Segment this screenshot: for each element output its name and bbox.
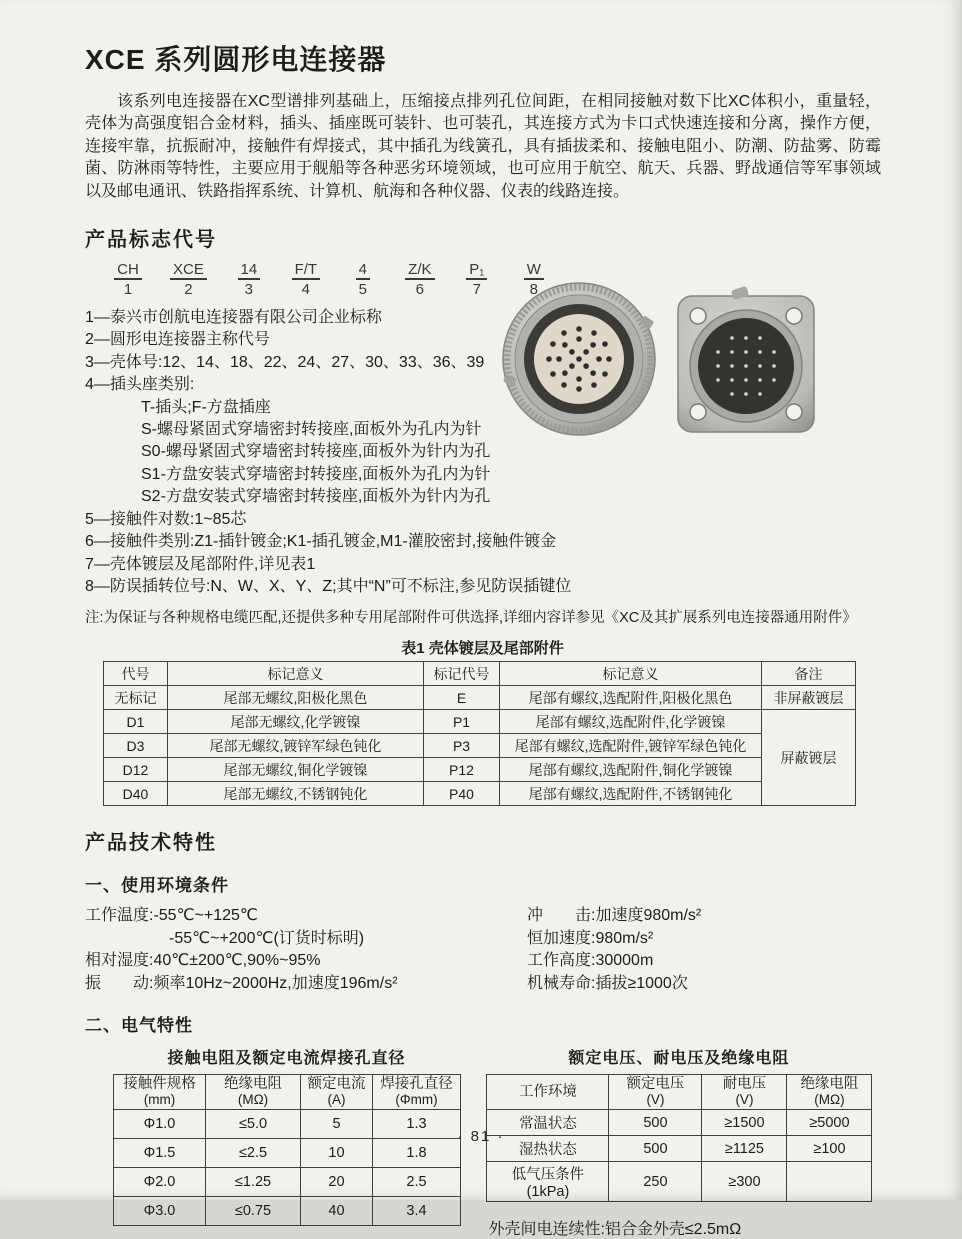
table-cell — [787, 1162, 872, 1202]
table-cell: 500 — [609, 1110, 702, 1136]
code-position: 6 — [415, 281, 425, 299]
section-heading-tech: 产品技术特性 — [85, 832, 217, 855]
table-cell: 250 — [609, 1162, 702, 1202]
table-cell: 1.3 — [373, 1110, 461, 1139]
page-number: · 81 · — [457, 1128, 505, 1145]
list-item: 5—接触件对数:1~85芯 — [85, 510, 247, 528]
table-cell: Φ2.0 — [114, 1168, 206, 1197]
footnote: 注:为保证与各种规格电缆匹配,还提供多种专用尾部附件可供选择,详细内容详参见《XC及其扩展系列电连接器通用附件》 — [85, 610, 857, 627]
list-item: 8—防误插转位号:N、W、X、Y、Z;其中“N”可不标注,参见防误插键位 — [85, 577, 572, 595]
table-cell: 尾部无螺纹,不锈钢钝化 — [168, 782, 424, 806]
table-header-cell: 耐电压 (V) — [702, 1075, 787, 1110]
table-cell: 非屏蔽镀层 — [762, 686, 856, 710]
table-cell: D1 — [104, 710, 168, 734]
table-cell: E — [424, 686, 500, 710]
table-cell: 20 — [301, 1168, 373, 1197]
table-cell: 1.8 — [373, 1139, 461, 1168]
list-item: 7—壳体镀层及尾部附件,详见表1 — [85, 555, 316, 573]
table-cell: ≥1125 — [702, 1136, 787, 1162]
table-cell: 尾部无螺纹,阳极化黑色 — [168, 686, 424, 710]
table-row — [114, 1197, 461, 1226]
table-cell: P3 — [424, 734, 500, 758]
list-item: 1—泰兴市创航电连接器有限公司企业标称 — [85, 309, 382, 327]
code-position: 8 — [529, 281, 539, 299]
product-photos — [494, 270, 886, 446]
table-cell: ≥1500 — [702, 1110, 787, 1136]
table-cell: Φ1.0 — [114, 1110, 206, 1139]
table-cell: 尾部有螺纹,选配附件,铜化学镀镍 — [500, 758, 762, 782]
spec-line: 相对湿度:40℃±200℃,90%~95% — [85, 952, 321, 970]
list-item: 4—插头座类别: — [85, 376, 195, 394]
table-cell: D40 — [104, 782, 168, 806]
table-cell: ≤1.25 — [206, 1168, 301, 1197]
code-position: 5 — [358, 281, 368, 299]
spec-line: 振 动:频率10Hz~2000Hz,加速度196m/s² — [85, 974, 398, 992]
circular-plug-photo — [500, 278, 658, 440]
code-top: 14 — [238, 262, 261, 280]
spec-line: 恒加速度:980m/s² — [527, 929, 654, 947]
table-header-cell: 接触件规格 (mm) — [114, 1075, 206, 1110]
shell-continuity-note: 外壳间电连续性:铝合金外壳≤2.5mΩ — [488, 1221, 742, 1239]
env-right-column — [527, 905, 877, 995]
table-cell: 尾部有螺纹,选配附件,不锈钢钝化 — [500, 782, 762, 806]
table-header-row — [114, 1075, 461, 1110]
table-row — [104, 734, 856, 758]
table-cell: 尾部无螺纹,铜化学镀镍 — [168, 758, 424, 782]
intro-paragraph: 该系列电连接器在XC型谱排列基础上，压缩接点排列孔位间距，在相同接触对数下比XC体积小，重量轻，壳体为高强度铝合金材料，插头、插座既可装针、也可装孔，其连接方式为卡口式快速连接和分离，操作方便，连接牢靠，抗振耐冲，接触件有焊接式，其中插孔为线簧孔，具有插拔柔和、接触电阻小、防潮、防盐雾、防霉菌、防淋雨等特性，主要应用于舰船等各种恶劣环境领域，也可应用于航空、航天、兵器、野战通信等军事领域以及邮电通讯、铁路指挥系统、计算机、航海和各种仪器、仪表的线路连接。 — [85, 93, 881, 200]
table-header-cell: 标记意义 — [168, 662, 424, 686]
table-header-row — [104, 662, 856, 686]
spec-line: 冲 击:加速度980m/s² — [527, 907, 702, 925]
code-fraction — [234, 262, 264, 297]
table-cell: P1 — [424, 710, 500, 734]
table-row — [104, 758, 856, 782]
code-fraction — [170, 262, 207, 297]
list-item: S1-方盘安装式穿墙密封转接座,面板外为孔内为针 — [141, 465, 491, 483]
table1-caption: 表1 壳体镀层及尾部附件 — [401, 640, 564, 658]
table-cell: 5 — [301, 1110, 373, 1139]
subsection-electrical: 二、电气特性 — [85, 1016, 193, 1036]
code-position: 1 — [123, 281, 133, 299]
table-cell: ≤2.5 — [206, 1139, 301, 1168]
list-item: 2—圆形电连接器主称代号 — [85, 331, 270, 349]
code-fraction — [348, 262, 378, 297]
env-left-column — [85, 905, 527, 995]
table-cell: 低气压条件(1kPa) — [487, 1162, 609, 1202]
table-cell: 2.5 — [373, 1168, 461, 1197]
table-cell: 3.4 — [373, 1197, 461, 1226]
list-item: S2-方盘安装式穿墙密封转接座,面板外为针内为孔 — [141, 488, 491, 506]
plating-tail-accessories-table — [103, 661, 856, 806]
code-top: 4 — [356, 262, 370, 280]
code-fraction — [291, 262, 321, 297]
code-top: P₁ — [466, 262, 487, 280]
code-top: Z/K — [405, 262, 434, 280]
table-row — [487, 1162, 872, 1202]
table-cell: P40 — [424, 782, 500, 806]
table-cell: 尾部无螺纹,镀锌军绿色钝化 — [168, 734, 424, 758]
table-cell: Φ1.5 — [114, 1139, 206, 1168]
code-fraction — [113, 262, 143, 297]
table-cell: 10 — [301, 1139, 373, 1168]
page-title: XCE 系列圆形电连接器 — [85, 44, 387, 75]
code-position: 3 — [244, 281, 254, 299]
code-top: CH — [114, 262, 142, 280]
table-cell: D12 — [104, 758, 168, 782]
table-cell: 尾部有螺纹,选配附件,化学镀镍 — [500, 710, 762, 734]
table-header-cell: 标记意义 — [500, 662, 762, 686]
list-item: S-螺母紧固式穿墙密封转接座,面板外为孔内为针 — [141, 421, 482, 439]
code-position: 7 — [472, 281, 482, 299]
table-cell: 尾部有螺纹,选配附件,镀锌军绿色钝化 — [500, 734, 762, 758]
table-cell: 500 — [609, 1136, 702, 1162]
spec-line: -55℃~+200℃(订货时标明) — [169, 929, 365, 947]
table-cell-merged-remark: 屏蔽镀层 — [762, 710, 856, 806]
code-top: XCE — [170, 262, 207, 280]
table-cell: 尾部有螺纹,选配附件,阳极化黑色 — [500, 686, 762, 710]
section-heading-marking: 产品标志代号 — [85, 229, 217, 252]
table-row — [114, 1168, 461, 1197]
code-top: F/T — [292, 262, 321, 280]
table-row — [104, 782, 856, 806]
code-position: 4 — [301, 281, 311, 299]
table-cell: Φ3.0 — [114, 1197, 206, 1226]
table-cell: P12 — [424, 758, 500, 782]
table-header-cell: 额定电压 (V) — [609, 1075, 702, 1110]
table-header-cell: 绝缘电阻 (MΩ) — [206, 1075, 301, 1110]
spec-line: 工作高度:30000m — [527, 952, 654, 970]
table-cell: ≥5000 — [787, 1110, 872, 1136]
code-fraction — [405, 262, 435, 297]
code-top: W — [524, 262, 544, 280]
table-header-cell: 焊接孔直径 (Φmm) — [373, 1075, 461, 1110]
table-header-cell: 备注 — [762, 662, 856, 686]
table-row — [104, 686, 856, 710]
subsection-env-conditions: 一、使用环境条件 — [85, 876, 229, 896]
code-fraction — [462, 262, 492, 297]
table-row — [104, 710, 856, 734]
env-conditions-columns — [85, 905, 880, 995]
table-cell: ≥100 — [787, 1136, 872, 1162]
table-cell: 常温状态 — [487, 1110, 609, 1136]
spec-line: 机械寿命:插拔≥1000次 — [527, 974, 688, 992]
list-item: 3—壳体号:12、14、18、22、24、27、30、33、36、39 — [85, 353, 485, 371]
table-cell: 湿热状态 — [487, 1136, 609, 1162]
list-item: T-插头;F-方盘插座 — [141, 398, 271, 416]
table-cell: ≤0.75 — [206, 1197, 301, 1226]
contact-resistance-table — [113, 1074, 461, 1226]
list-item: 6—接触件类别:Z1-插针镀金;K1-插孔镀金,M1-灌胶密封,接触件镀金 — [85, 533, 557, 551]
code-position: 2 — [184, 281, 193, 299]
table-header-cell: 工作环境 — [487, 1075, 609, 1110]
table-cell: 40 — [301, 1197, 373, 1226]
contact-table-title: 接触电阻及额定电流焊接孔直径 — [167, 1050, 406, 1068]
table-cell: 尾部无螺纹,化学镀镍 — [168, 710, 424, 734]
table-cell: 无标记 — [104, 686, 168, 710]
table-cell: D3 — [104, 734, 168, 758]
table-cell: ≤5.0 — [206, 1110, 301, 1139]
table-header-cell: 标记代号 — [424, 662, 500, 686]
square-flange-receptacle-photo — [670, 288, 822, 438]
table-header-cell: 绝缘电阻 (MΩ) — [787, 1075, 872, 1110]
list-item: S0-螺母紧固式穿墙密封转接座,面板外为针内为孔 — [141, 443, 491, 461]
voltage-table-title: 额定电压、耐电压及绝缘电阻 — [568, 1050, 790, 1068]
table-cell: ≥300 — [702, 1162, 787, 1202]
spec-line: 工作温度:-55℃~+125℃ — [85, 907, 258, 925]
table-header-cell: 代号 — [104, 662, 168, 686]
table-header-row — [487, 1075, 872, 1110]
table-header-cell: 额定电流 (A) — [301, 1075, 373, 1110]
